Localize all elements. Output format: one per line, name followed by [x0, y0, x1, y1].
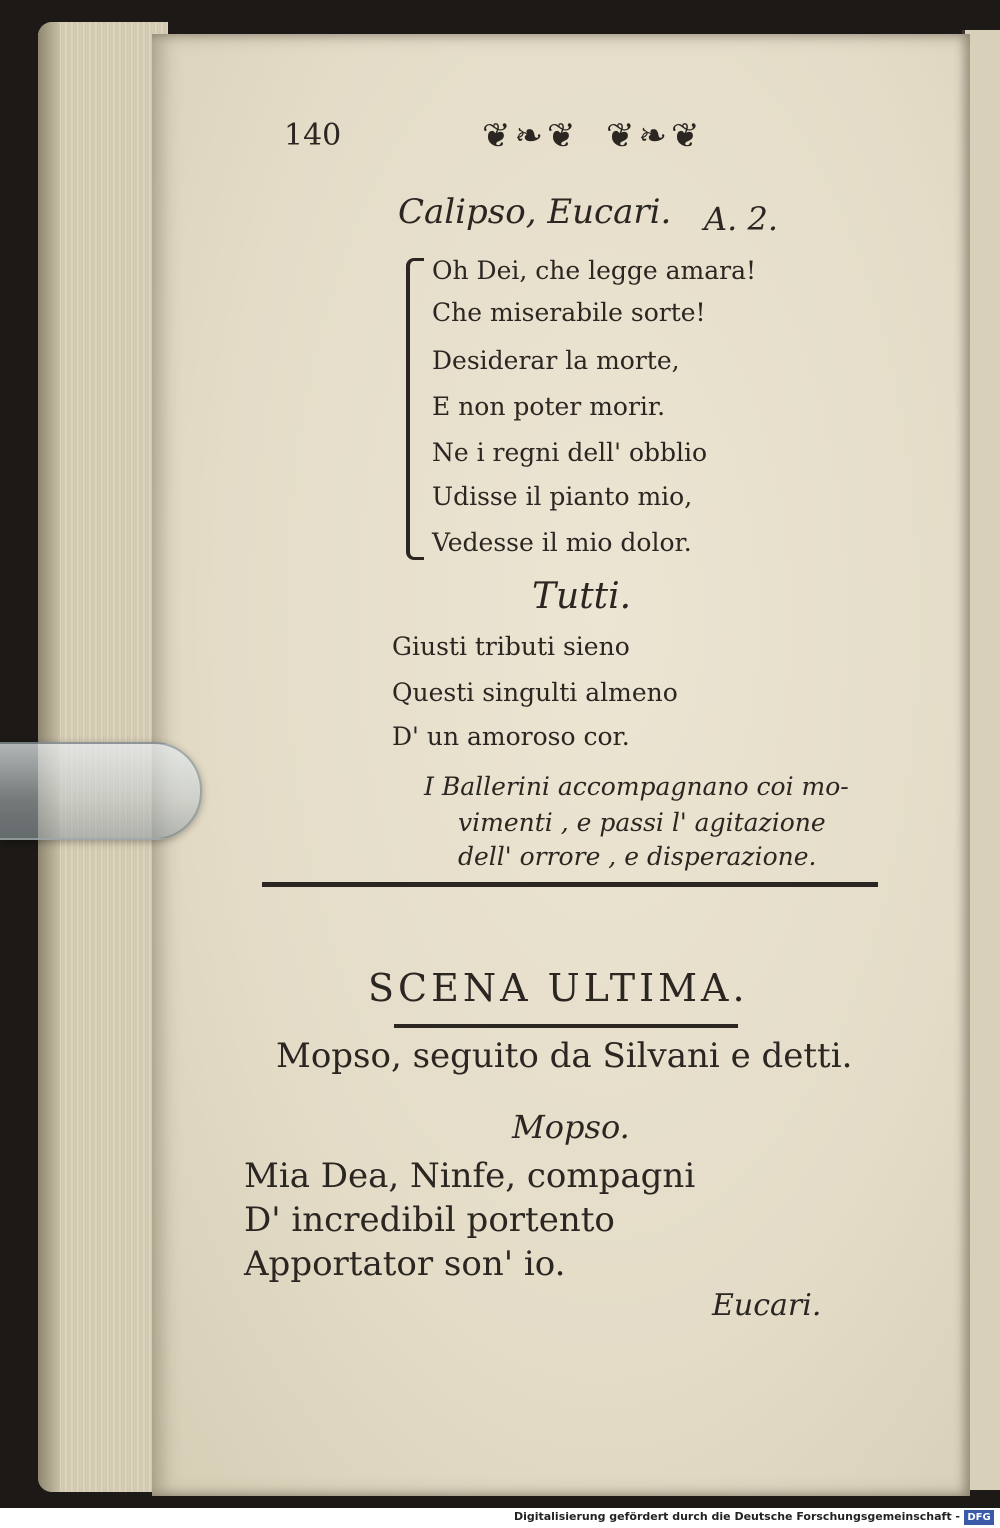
funding-credit: Digitalisierung gefördert durch die Deutsche Forschungsgemeinschaft - — [513, 1510, 960, 1523]
stage-direction-line: I Ballerini accompagnano coi mo- — [424, 772, 849, 801]
verse-line: Che miserabile sorte! — [432, 298, 706, 327]
catchword: Eucari. — [712, 1288, 822, 1323]
tutti-heading: Tutti. — [532, 576, 632, 617]
speaker-mopso: Mopso. — [512, 1108, 630, 1146]
speech-line: D' incredibil portento — [244, 1200, 615, 1240]
verse-line: Udisse il pianto mio, — [432, 482, 693, 511]
stage-direction-line: dell' orrore , e disperazione. — [458, 842, 817, 871]
page-number: 140 — [284, 118, 342, 153]
speaker-heading: Calipso, Eucari. — [398, 192, 672, 232]
dfg-logo: DFG — [964, 1510, 994, 1525]
scene-characters: Mopso, seguito da Silvani e detti. — [276, 1036, 853, 1076]
ornament-right: ❦❧❦ — [606, 116, 704, 156]
verse-bracket — [406, 258, 424, 560]
verse-line: Vedesse il mio dolor. — [432, 528, 692, 557]
chorus-line: Questi singulti almeno — [392, 678, 678, 707]
verse-line: E non poter morir. — [432, 392, 666, 421]
chorus-line: D' un amoroso cor. — [392, 722, 630, 751]
section-divider — [262, 882, 878, 887]
verse-line: Desiderar la morte, — [432, 346, 680, 375]
a-due-marker: A. 2. — [704, 200, 778, 238]
verse-line: Ne i regni dell' obblio — [432, 438, 708, 467]
ornament-left: ❦❧❦ — [482, 116, 580, 156]
title-underline — [394, 1024, 738, 1028]
page-clip — [0, 742, 202, 840]
footer-bar — [0, 1508, 1000, 1528]
verse-line: Oh Dei, che legge amara! — [432, 256, 757, 285]
speech-line: Apportator son' io. — [244, 1244, 566, 1284]
chorus-line: Giusti tributi sieno — [392, 632, 630, 661]
scene-title: SCENA ULTIMA. — [368, 966, 749, 1010]
speech-line: Mia Dea, Ninfe, compagni — [244, 1156, 696, 1196]
stage-direction-line: vimenti , e passi l' agitazione — [458, 808, 826, 837]
